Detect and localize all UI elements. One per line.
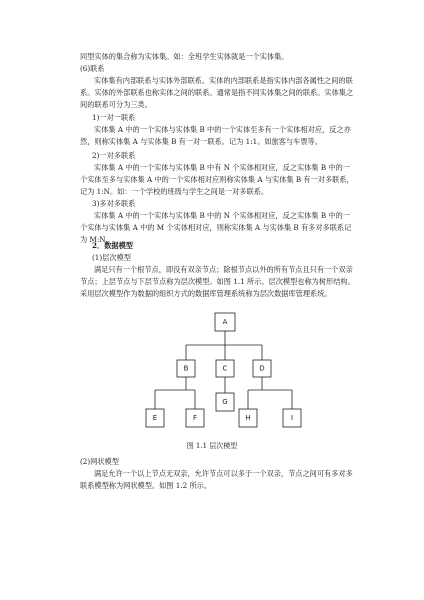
figure-caption: 图 1.1 层次模型 — [186, 442, 238, 450]
paragraph-network-model: 满足允许一个以上节点无双亲，允许节点可以多于一个双亲，节点之间可有多对多联系模型称为网状模型。如图 1.2 所示。 — [80, 469, 353, 490]
heading-one-to-many: 2)一对多联系 — [92, 151, 136, 160]
svg-text:D: D — [259, 364, 265, 373]
heading-relationship: (6)联系 — [80, 64, 105, 73]
tree-node-b — [177, 360, 195, 377]
svg-text:F: F — [192, 414, 198, 422]
tree-node-g — [216, 393, 234, 411]
heading-one-to-one: 1)一对一联系 — [92, 113, 136, 122]
paragraph-one-to-one: 实体集 A 中的一个实体与实体集 B 中的一个实体至多有一个实体相对应，反之亦然，则称实体集 A 与实体集 B 有一对一联系。记为 1:1。如旅客与车票等。 — [80, 125, 351, 146]
paragraph-many-to-many: 实体集 A 中的一个实体与实体集 B 中的 N 个实体相对应，反之实体集 B 中的一个实体与实体集 A 中的 M 个实体相对应，则称实体集 A 与实体集 B 有多对多联系记为 M:N。 — [80, 211, 352, 244]
paragraph-one-to-many: 实体集 A 中的一个实体与实体集 B 中有 N 个实体相对应，反之实体集 B 中的一个实体至多与实体集 A 中的一个实体相对应则称实体集 A 与实体集 B 有一对多联系，记为 1:N。如：一个学校的班级与学生之间是一对多联系。 — [80, 163, 354, 196]
tree-node-a — [215, 313, 235, 331]
svg-text:C: C — [222, 364, 228, 373]
tree-node-i — [283, 409, 301, 427]
paragraph-relationship: 实体集有内部联系与实体外部联系。实体的内部联系是指实体内部各属性之间的联系。实体的外部联系也称实体之间的联系。通常是指不同实体集之间的联系。实体集之间的联系可分为三类。 — [80, 76, 354, 109]
svg-text:A: A — [222, 318, 228, 326]
heading-many-to-many: 3)多对多联系 — [92, 199, 136, 208]
tree-node-e — [146, 409, 164, 427]
svg-text:I: I — [290, 414, 294, 422]
svg-text:G: G — [222, 398, 228, 406]
svg-text:E: E — [152, 414, 158, 422]
heading-network-model: (2)网状模型 — [80, 457, 119, 466]
tree-node-f — [186, 409, 204, 427]
svg-text:B: B — [183, 364, 189, 373]
heading-hierarchical-model: (1)层次模型 — [92, 253, 131, 262]
tree-node-h — [239, 409, 257, 427]
tree-node-d — [253, 360, 271, 377]
svg-text:H: H — [245, 414, 251, 422]
tree-node-c — [216, 360, 234, 377]
heading-data-model: 2．数据模型 — [92, 241, 133, 250]
paragraph-hierarchical-model: 满足只有一个根节点，即没有双亲节点；除根节点以外的所有节点且只有一个双亲节点；上层节点与下层节点称为层次模型。如图 1.1 所示。层次模型也称为树形结构。采用层次模型作为数据的组织方式的数据库管理系统称为层次数据库管理系统。 — [80, 265, 355, 298]
paragraph-entity-set: 同型实体的集合称为实体集。如：全班学生实体就是一个实体集。 — [80, 52, 289, 61]
